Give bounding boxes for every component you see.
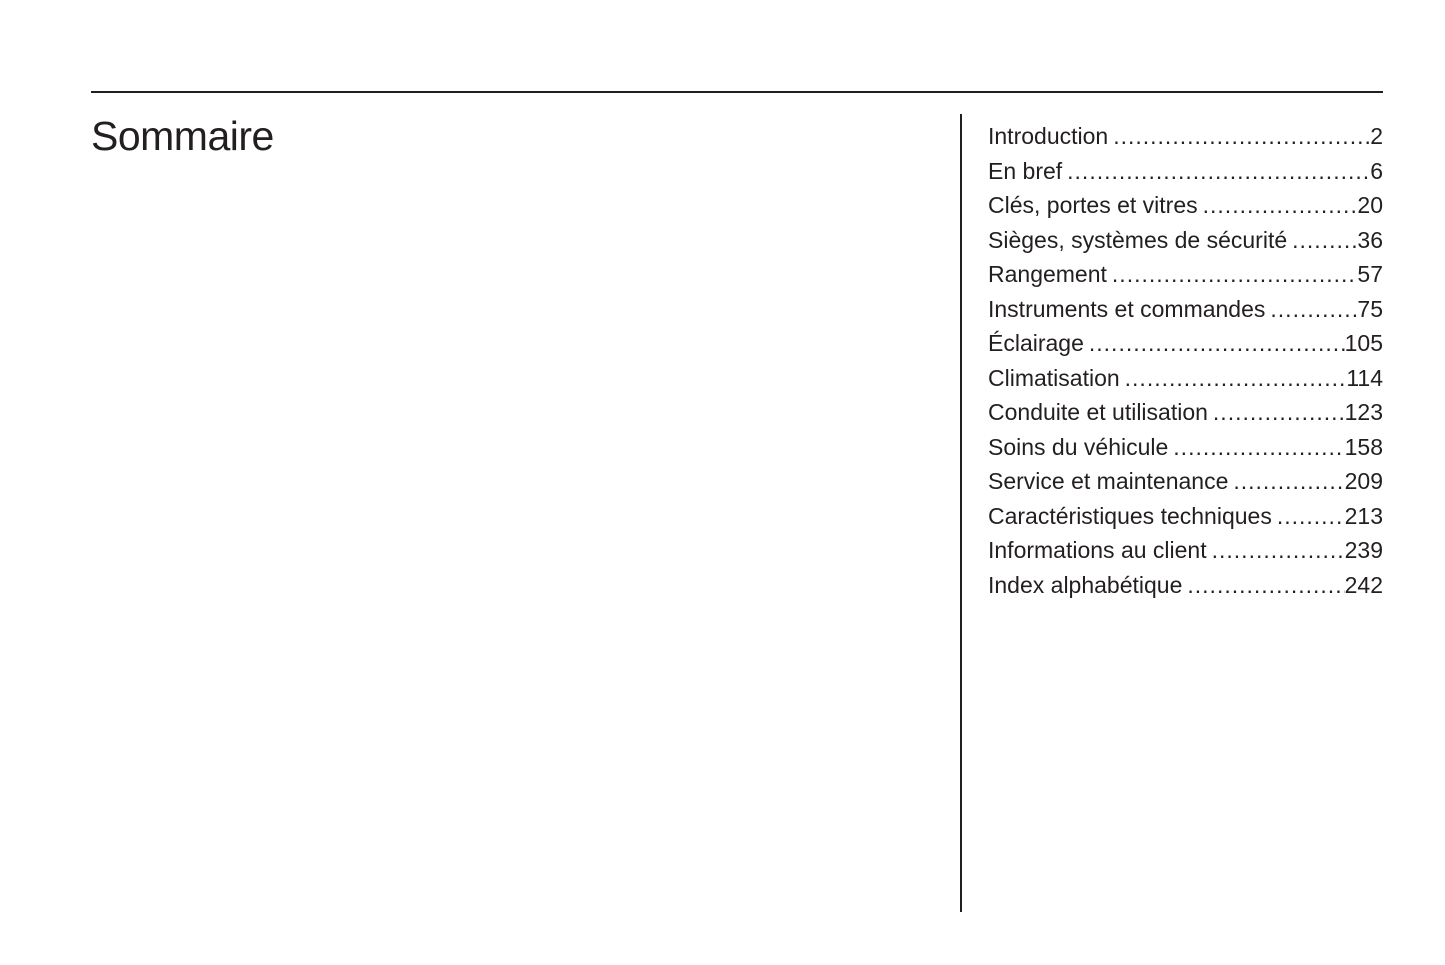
toc-entry-soins-vehicule[interactable] (988, 430, 1383, 465)
toc-entry-title: Clés, portes et vitres (988, 192, 1198, 218)
toc-entry-title: Éclairage (988, 330, 1084, 356)
toc-leader-dots (1168, 430, 1344, 464)
toc-leader-dots (1182, 568, 1344, 602)
toc-entry-conduite-utilisation[interactable] (988, 395, 1383, 430)
toc-entry-title: Instruments et commandes (988, 295, 1266, 322)
toc-entry-cles-portes-vitres[interactable] (988, 188, 1383, 223)
toc-entry-en-bref[interactable] (988, 154, 1383, 189)
page-title: Sommaire (91, 113, 274, 159)
toc-entry-caracteristiques-techniques[interactable] (988, 499, 1383, 534)
toc-entry-page: 105 (1344, 330, 1383, 356)
toc-entry-page: 239 (1344, 537, 1383, 563)
toc-leader-dots (1084, 326, 1345, 360)
toc-entry-page: 242 (1344, 571, 1383, 598)
toc-entry-page: 114 (1346, 364, 1383, 391)
toc-leader-dots (1107, 257, 1357, 291)
toc-leader-dots (1287, 223, 1357, 257)
toc-entry-title: En bref (988, 157, 1063, 184)
toc-entry-title: Informations au client (988, 537, 1207, 563)
toc-entry-climatisation[interactable] (988, 361, 1383, 396)
toc-leader-dots (1108, 119, 1370, 153)
toc-entry-title: Introduction (988, 123, 1109, 149)
toc-leader-dots (1265, 292, 1357, 326)
toc-leader-dots (1207, 533, 1345, 567)
toc-entry-page: 209 (1344, 468, 1383, 494)
toc-entry-page: 123 (1344, 399, 1383, 425)
table-of-contents (988, 119, 1383, 602)
toc-entry-title: Service et maintenance (988, 468, 1229, 494)
toc-leader-dots (1272, 499, 1345, 533)
toc-entry-eclairage[interactable] (988, 326, 1383, 361)
toc-leader-dots (1062, 154, 1370, 188)
toc-entry-title: Caractéristiques techniques (988, 502, 1272, 529)
toc-entry-page: 57 (1357, 261, 1383, 287)
toc-entry-service-maintenance[interactable] (988, 464, 1383, 499)
toc-entry-title: Conduite et utilisation (988, 399, 1208, 425)
toc-entry-title: Soins du véhicule (988, 433, 1169, 460)
toc-leader-dots (1228, 464, 1344, 498)
toc-leader-dots (1208, 395, 1345, 429)
toc-entry-page: 213 (1344, 502, 1383, 529)
toc-entry-title: Rangement (988, 261, 1107, 287)
toc-entry-page: 6 (1370, 157, 1383, 184)
top-rule (91, 91, 1383, 93)
toc-entry-page: 20 (1357, 192, 1383, 218)
toc-entry-index-alphabetique[interactable] (988, 568, 1383, 603)
toc-entry-title: Sièges, systèmes de sécurité (988, 226, 1288, 253)
toc-entry-introduction[interactable] (988, 119, 1383, 154)
column-divider (960, 114, 962, 912)
toc-leader-dots (1198, 188, 1358, 222)
toc-entry-sieges-securite[interactable] (988, 223, 1383, 258)
toc-entry-title: Index alphabétique (988, 571, 1183, 598)
toc-entry-page: 36 (1357, 226, 1383, 253)
toc-leader-dots (1120, 361, 1347, 395)
toc-entry-page: 158 (1344, 433, 1383, 460)
toc-entry-title: Climatisation (988, 364, 1120, 391)
toc-entry-page: 75 (1357, 295, 1383, 322)
toc-entry-rangement[interactable] (988, 257, 1383, 292)
toc-entry-instruments-commandes[interactable] (988, 292, 1383, 327)
toc-entry-page: 2 (1370, 123, 1383, 149)
toc-entry-informations-client[interactable] (988, 533, 1383, 568)
